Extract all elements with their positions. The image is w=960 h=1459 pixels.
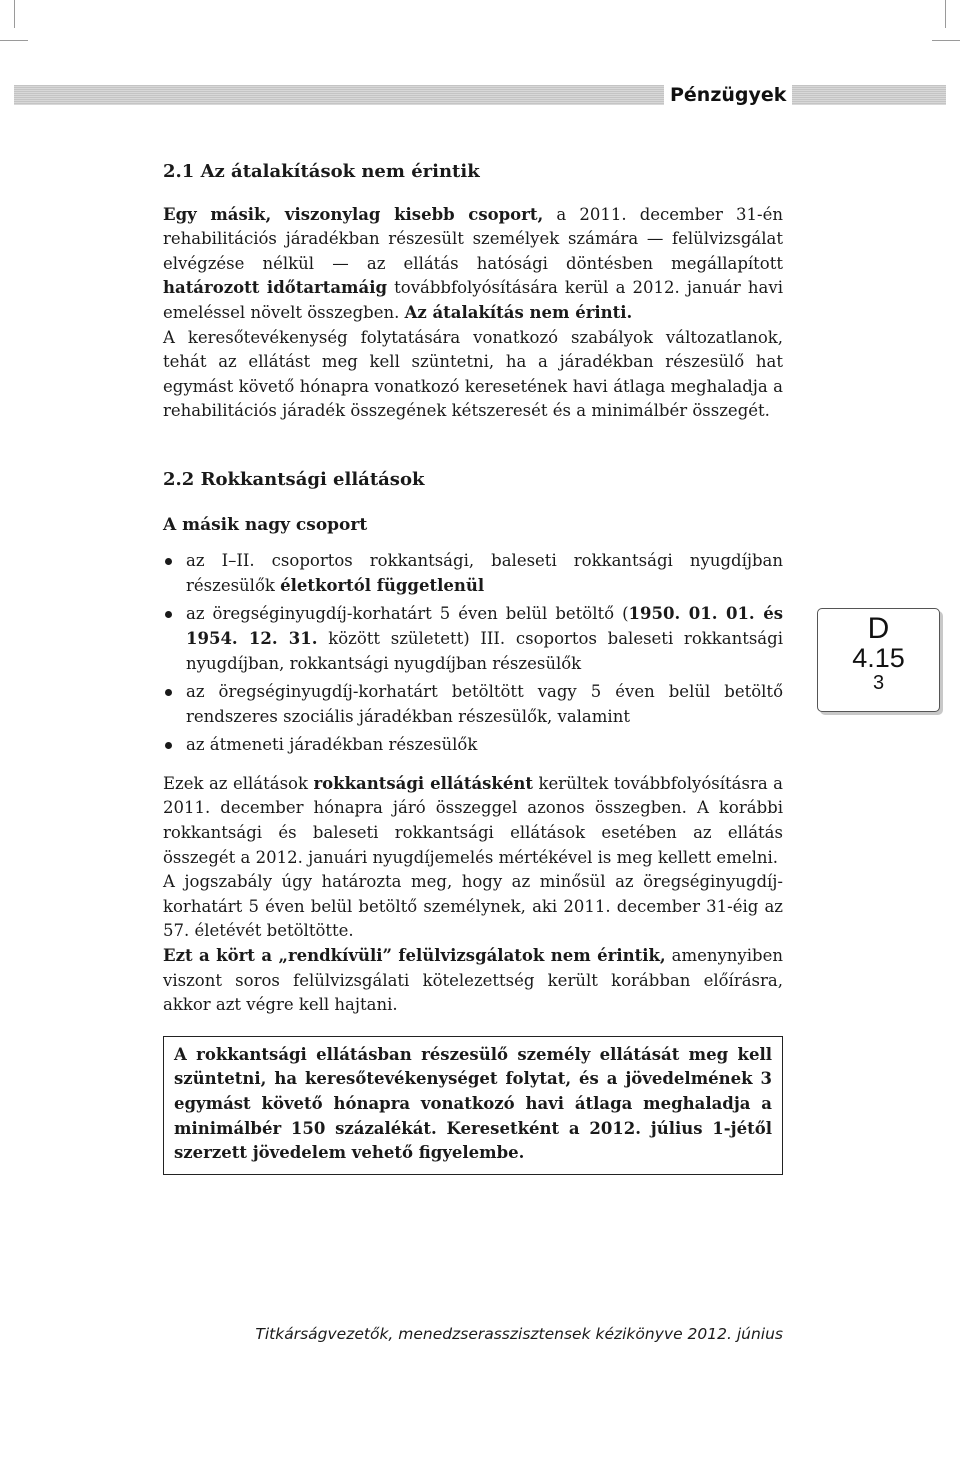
list-item <box>163 680 783 729</box>
bold-text-run: határozott időtartamáig <box>163 278 388 298</box>
paragraph <box>163 944 783 1018</box>
paragraph <box>163 203 783 326</box>
crop-mark <box>945 0 946 28</box>
text-run: kerültek továbbfolyósításra a 2011. december hónapra járó összeggel azonos összegben. A korábbi rokkantsági és baleseti rokkantsági ellátások esetében az ellátás összegét a 2012. januári nyugdíjemelés mértékével is meg kellett emelni. <box>163 773 783 867</box>
bold-text-run: 1950. 01. 01. és 1954. 12. 31. <box>186 604 783 648</box>
list-item-text <box>186 682 783 726</box>
chapter-tab <box>817 608 940 712</box>
text-run: az öregséginyugdíj-korhatárt 5 éven belül betöltő ( <box>186 604 629 624</box>
main-content <box>163 160 783 1175</box>
text-run: az átmeneti járadékban részesülők <box>186 735 478 755</box>
text-run: a 2011. december 31-én rehabilitációs járadékban részesült személyek számára — felülvizsgálat elvégzése nélkül — az ellátás hatósági döntésben megállapított <box>163 204 783 273</box>
highlight-box: A rokkantsági ellátásban részesülő személy ellátását meg kell szüntetni, ha keresőtevékenységet folytat, és a jövedelmének 3 egymást követő hónapra vonatkozó havi átlaga meghaladja a minimálbér 150 százalékát. Keresetként a 2012. július 1-jétől szerzett jövedelem vehető figyelembe. <box>163 1036 783 1175</box>
text-run: az I–II. csoportos rokkantsági, baleseti rokkantsági nyugdíjban részesülők <box>186 551 783 595</box>
bullet-icon <box>165 742 172 749</box>
paragraph: A jogszabály úgy határozta meg, hogy az minősül az öregséginyugdíj-korhatárt 5 éven belül betöltő személynek, aki 2011. december 31-éig az 57. életévét betöltötte. <box>163 872 783 941</box>
crop-mark <box>14 0 15 28</box>
section-heading: 2.2 Rokkantsági ellátások <box>163 468 425 490</box>
tab-page: 3 <box>872 672 885 694</box>
text-run: továbbfolyósítására kerül a 2012. január havi emeléssel növelt összegben. <box>163 278 783 322</box>
tab-letter: D <box>867 612 890 645</box>
text-run: Ezek az ellátások <box>163 773 314 793</box>
tab-number: 4.15 <box>852 643 905 673</box>
bold-text-run: Ezt a kört a „rendkívüli” felülvizsgálatok nem érintik, <box>163 946 666 966</box>
paragraph: A keresőtevékenység folytatására vonatkozó szabályok változatlanok, tehát az ellátást meg kell szüntetni, ha a járadékban részesülő hat egymást követő hónapra vonatkozó keresetének havi átlaga meghaladja a rehabilitációs járadék összegének kétszeresét és a minimálbér összegét. <box>163 327 783 421</box>
bullet-icon <box>165 558 172 565</box>
bullet-icon <box>165 611 172 618</box>
crop-mark <box>0 40 28 41</box>
text-run: amenynyiben viszont soros felülvizsgálati kötelezettség került korábban előírásra, akkor azt végre kell hajtani. <box>163 946 783 1015</box>
list-item <box>163 549 783 598</box>
bold-text-run: Az átalakítás nem érinti. <box>404 302 633 322</box>
header-band <box>14 85 946 105</box>
bold-text-run: életkortól függetlenül <box>280 575 485 595</box>
list-item <box>163 733 783 758</box>
bullet-list <box>163 549 783 758</box>
list-item-text <box>186 735 477 754</box>
subheading: A másik nagy csoport <box>163 514 368 535</box>
header-title: Pénzügyek <box>664 80 792 110</box>
section-heading: 2.1 Az átalakítások nem érintik <box>163 161 480 182</box>
bold-text-run: Egy másik, viszonylag kisebb csoport, <box>163 204 544 224</box>
text-run: között született) III. csoportos baleseti rokkantsági nyugdíjban, rokkantsági nyugdíjban részesülők <box>186 628 783 673</box>
list-item-text <box>186 551 783 595</box>
text-run: az öregséginyugdíj-korhatárt betöltött vagy 5 éven belül betöltő rendszeres szociális járadékban részesülők, valamint <box>186 682 783 726</box>
footer-text: Titkárságvezetők, menedzserasszisztensek kézikönyve 2012. június <box>255 1325 783 1343</box>
bullet-icon <box>165 689 172 696</box>
bold-text-run: rokkantsági ellátásként <box>313 773 533 793</box>
paragraph <box>163 772 783 870</box>
crop-mark <box>932 40 960 41</box>
list-item <box>163 602 783 676</box>
list-item-text <box>186 604 783 672</box>
